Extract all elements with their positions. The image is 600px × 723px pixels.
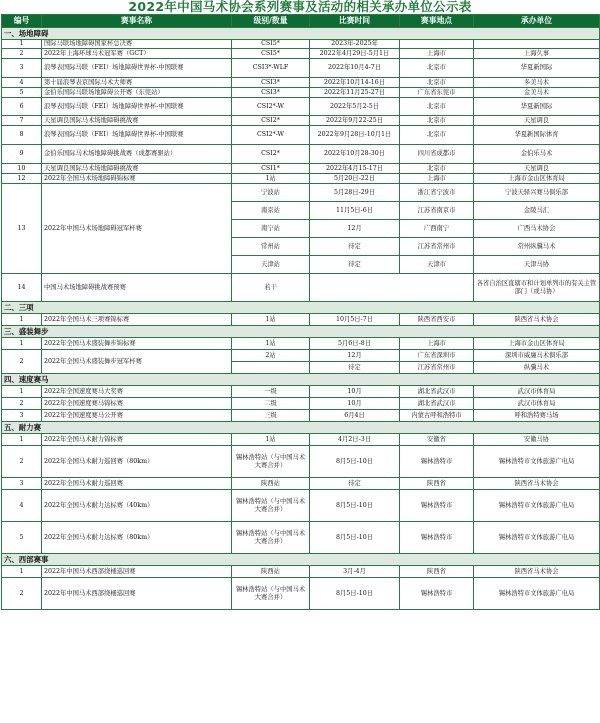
cell-org: 天星调良 [474, 116, 600, 126]
cell-level: CSI5* [232, 40, 310, 49]
cell-org: 广西马术协会 [474, 220, 600, 238]
cell-place: 湖北省武汉市 [400, 386, 474, 398]
cell-place: 北京市 [400, 164, 474, 174]
cell-time: 2022年10月4-7日 [310, 59, 400, 78]
header-row [2, 15, 600, 28]
section-title: 二、三项 [2, 302, 600, 314]
page-title: 2022年中国马术协会系列赛事及活动的相关承办单位公示表 [128, 0, 472, 14]
cell-event-name: 2022年全国马术盛装舞步锦标赛 [42, 338, 232, 350]
cell-place: 江苏省南京市 [400, 202, 474, 220]
cell-no: 2 [2, 350, 42, 374]
cell-place: 广东省深圳市 [400, 350, 474, 362]
cell-no: 2 [2, 49, 42, 59]
cell-event-name: 2022年全国马术耐力巡回赛（80km） [42, 446, 232, 478]
table-row [2, 566, 600, 578]
cell-place: 天津市 [400, 256, 474, 274]
table-body [2, 15, 600, 610]
table-row [2, 522, 600, 554]
cell-place: 北京市 [400, 98, 474, 116]
cell-no: 1 [2, 338, 42, 350]
cell-org: 武汉市体育局 [474, 386, 600, 398]
cell-org: 金伯乐马术 [474, 145, 600, 164]
cell-no: 10 [2, 164, 42, 174]
cell-time: 待定 [310, 362, 400, 374]
cell-level: 天津站 [232, 256, 310, 274]
cell-level: 宁波站 [232, 184, 310, 202]
cell-level: CSI3* [232, 88, 310, 98]
cell-no: 14 [2, 274, 42, 302]
header-place: 赛事地点 [400, 15, 474, 28]
section-header [2, 326, 600, 338]
table-row [2, 116, 600, 126]
cell-place: 锡林浩特市 [400, 446, 474, 478]
cell-time: 8月5日-10日 [310, 578, 400, 610]
cell-level: 锡林浩特站（与中国马术大赛合并） [232, 578, 310, 610]
cell-org: 陕西省马术协会 [474, 314, 600, 326]
cell-org: 武汉市体育局 [474, 398, 600, 410]
cell-time: 2022年4月15-17日 [310, 164, 400, 174]
cell-org: 上海久事 [474, 49, 600, 59]
cell-place: 内蒙古呼和浩特市 [400, 410, 474, 422]
cell-place: 上海市 [400, 338, 474, 350]
cell-time: 8月5日-10日 [310, 446, 400, 478]
cell-level: 锡林浩特站（与中国马术大赛合并） [232, 446, 310, 478]
cell-place: 湖北省武汉市 [400, 398, 474, 410]
cell-level: 锡林浩特站（与中国马术大赛合并） [232, 522, 310, 554]
cell-org: 上海市金山区体育局 [474, 338, 600, 350]
cell-level: CSI2* [232, 145, 310, 164]
cell-org: 上海市金山区体育局 [474, 174, 600, 184]
cell-no: 1 [2, 386, 42, 398]
cell-event-name: 中国马术场地障碍挑战赛预赛 [42, 274, 232, 302]
cell-event-name: 金伯乐国际马术场地障碍挑战赛（成都赛驱站） [42, 145, 232, 164]
cell-time: 待定 [310, 478, 400, 490]
cell-event-name: 国际马联场地障碍国家杯总决赛 [42, 40, 232, 49]
cell-event-name: 天星调良国际马术场地障碍挑战赛 [42, 116, 232, 126]
cell-level: 南京站 [232, 202, 310, 220]
table-row [2, 78, 600, 88]
table-row [2, 446, 600, 478]
cell-event-name: 2022年上海环球马术冠军赛（GCT） [42, 49, 232, 59]
cell-level: 二级 [232, 398, 310, 410]
cell-time: 3月-4月 [310, 566, 400, 578]
cell-time: 2023年-2025年 [310, 40, 400, 49]
table-row [2, 434, 600, 446]
cell-org: 宁波天驿兴赛马俱乐部 [474, 184, 600, 202]
cell-time: 5月20日-22日 [310, 174, 400, 184]
header-level: 级别/数量 [232, 15, 310, 28]
section-header [2, 554, 600, 566]
cell-place: 陕西省 [400, 478, 474, 490]
section-title: 四、速度赛马 [2, 374, 600, 386]
cell-no: 13 [2, 184, 42, 274]
cell-no: 9 [2, 145, 42, 164]
cell-org: 华夏新国际体育 [474, 126, 600, 145]
cell-org: 深圳市威廉马术俱乐部 [474, 350, 600, 362]
cell-time: 10月 [310, 398, 400, 410]
cell-place: 陕西省西安市 [400, 314, 474, 326]
cell-no: 3 [2, 59, 42, 78]
cell-level: 陕西站 [232, 478, 310, 490]
cell-org: 呼和浩特赛马场 [474, 410, 600, 422]
cell-org: 金美马术 [474, 88, 600, 98]
cell-level [232, 362, 310, 374]
cell-no: 1 [2, 434, 42, 446]
cell-event-name: 2022年全国马术耐力巡回赛 [42, 478, 232, 490]
cell-no: 1 [2, 40, 42, 49]
cell-level: 1站 [232, 174, 310, 184]
cell-event-name: 2022年中国马术西部绕桶巡回赛 [42, 578, 232, 610]
section-title: 一、场地障碍 [2, 28, 600, 40]
cell-org [474, 40, 600, 49]
cell-time: 8月5日-10日 [310, 490, 400, 522]
cell-level: 1站 [232, 314, 310, 326]
header-name: 赛事名称 [42, 15, 232, 28]
cell-place [400, 40, 474, 49]
cell-time: 4月2日-3日 [310, 434, 400, 446]
table-row [2, 478, 600, 490]
cell-event-name: 2022年全国速度赛马公开赛 [42, 410, 232, 422]
cell-place: 上海市 [400, 49, 474, 59]
cell-place: 锡林浩特市 [400, 522, 474, 554]
table-row [2, 490, 600, 522]
cell-place: 广东省东莞市 [400, 88, 474, 98]
cell-level: 一级 [232, 386, 310, 398]
cell-event-name: 2022年全国马术三项赛锦标赛 [42, 314, 232, 326]
cell-event-name: 2022年全国马术耐力达标赛（80km） [42, 522, 232, 554]
cell-level: CSI1* [232, 164, 310, 174]
cell-event-name: 浪琴表国际马联（FEI）场地障碍世界杯-中国联赛 [42, 98, 232, 116]
cell-time: 2022年9月28日-10月1日 [310, 126, 400, 145]
cell-level: 南宁站 [232, 220, 310, 238]
table-row [2, 314, 600, 326]
cell-time [310, 274, 474, 302]
table-row [2, 126, 600, 145]
cell-place: 江苏省常州市 [400, 362, 474, 374]
cell-org: 华夏新国际 [474, 59, 600, 78]
cell-level: 1站 [232, 338, 310, 350]
cell-org: 锡林浩特市文体旅游广电局 [474, 522, 600, 554]
cell-event-name: 2022年全国马术场地障碍锦标赛 [42, 174, 232, 184]
cell-org: 陕西省马术协会 [474, 478, 600, 490]
cell-event-name: 2022年中国马术西部绕桶巡回赛 [42, 566, 232, 578]
cell-event-name: 2022年中国马术场地障碍冠军杯赛 [42, 184, 232, 274]
cell-org: 天津马协 [474, 256, 600, 274]
cell-event-name: 浪琴表国际马联（FEI）场地障碍世界杯-中国联赛 [42, 59, 232, 78]
cell-place: 北京市 [400, 116, 474, 126]
table-row [2, 410, 600, 422]
table-row [2, 40, 600, 49]
cell-level: CSI3*-WLF [232, 59, 310, 78]
table-row [2, 145, 600, 164]
cell-level: 若干 [232, 274, 310, 302]
cell-level: CSI5* [232, 49, 310, 59]
table-row [2, 59, 600, 78]
section-header [2, 302, 600, 314]
cell-org: 安徽马协 [474, 434, 600, 446]
cell-time: 待定 [310, 256, 400, 274]
cell-org: 纵骥马术 [474, 362, 600, 374]
table-row [2, 274, 600, 302]
header-org: 承办单位 [474, 15, 600, 28]
cell-time: 10月5日-7日 [310, 314, 400, 326]
cell-place: 锡林浩特市 [400, 578, 474, 610]
cell-org: 各省自治区直辖市和计划单列市的有关主管部门（或马协） [474, 274, 600, 302]
cell-no: 3 [2, 410, 42, 422]
table-row [2, 49, 600, 59]
cell-time: 2022年10月28-30日 [310, 145, 400, 164]
cell-place: 北京市 [400, 126, 474, 145]
cell-org: 多美马术 [474, 78, 600, 88]
table-row [2, 578, 600, 610]
cell-org: 天星调良 [474, 164, 600, 174]
cell-event-name: 金伯乐国际马联场地障碍公开赛（东莞站） [42, 88, 232, 98]
cell-place: 上海市 [400, 174, 474, 184]
cell-no: 6 [2, 98, 42, 116]
cell-time: 2022年10月14-16日 [310, 78, 400, 88]
cell-place: 浙江省宁波市 [400, 184, 474, 202]
cell-time: 2022年11月25-27日 [310, 88, 400, 98]
cell-event-name: 2022年全国速度赛马大奖赛 [42, 386, 232, 398]
cell-time: 12月 [310, 220, 400, 238]
cell-place: 广西南宁 [400, 220, 474, 238]
cell-event-name: 2022年全国速度赛马锦标赛 [42, 398, 232, 410]
table-row [2, 184, 600, 202]
cell-time: 10月 [310, 386, 400, 398]
cell-no: 1 [2, 314, 42, 326]
cell-org: 常州纵骥马术 [474, 238, 600, 256]
cell-time: 5月6日-8日 [310, 338, 400, 350]
header-no: 编号 [2, 15, 42, 28]
events-table [1, 14, 600, 610]
cell-no: 5 [2, 522, 42, 554]
section-title: 六、西部赛事 [2, 554, 600, 566]
cell-place: 四川省成都市 [400, 145, 474, 164]
table-row [2, 174, 600, 184]
cell-no: 2 [2, 446, 42, 478]
cell-no: 2 [2, 578, 42, 610]
cell-event-name: 浪琴表国际马联（FEI）场地障碍世界杯-中国联赛 [42, 126, 232, 145]
cell-event-name: 2022年全国马术耐力锦标赛 [42, 434, 232, 446]
cell-place: 北京市 [400, 78, 474, 88]
cell-no: 3 [2, 478, 42, 490]
cell-place: 江苏省常州市 [400, 238, 474, 256]
cell-time: 待定 [310, 238, 400, 256]
cell-org: 锡林浩特市文体旅游广电局 [474, 578, 600, 610]
cell-no: 12 [2, 174, 42, 184]
cell-level: 2站 [232, 350, 310, 362]
cell-org: 锡林浩特市文体旅游广电局 [474, 490, 600, 522]
cell-time: 8月5日-10日 [310, 522, 400, 554]
table-row [2, 386, 600, 398]
cell-event-name: 第十届浪琴表京国际马术大师赛 [42, 78, 232, 88]
table-row [2, 98, 600, 116]
cell-event-name: 天星调良国际马术场地障碍挑战赛 [42, 164, 232, 174]
cell-time: 12月 [310, 350, 400, 362]
cell-no: 7 [2, 116, 42, 126]
table-row [2, 398, 600, 410]
cell-level: CSI2*-W [232, 126, 310, 145]
cell-time: 2022年9月22-25日 [310, 116, 400, 126]
cell-no: 8 [2, 126, 42, 145]
table-row [2, 350, 600, 362]
cell-level: 陕西站 [232, 566, 310, 578]
cell-level: CSI2* [232, 116, 310, 126]
section-title: 三、盛装舞步 [2, 326, 600, 338]
section-title: 五、耐力赛 [2, 422, 600, 434]
cell-event-name: 2022年全国马术盛装舞步冠军杯赛 [42, 350, 232, 374]
header-time: 比赛时间 [310, 15, 400, 28]
cell-org: 锡林浩特市文体旅游广电局 [474, 446, 600, 478]
cell-time: 2022年4月29日-5月1日 [310, 49, 400, 59]
cell-no: 1 [2, 566, 42, 578]
cell-org: 陕西省马术协会 [474, 566, 600, 578]
cell-level: 常州站 [232, 238, 310, 256]
cell-org: 华夏新国际 [474, 98, 600, 116]
section-header [2, 374, 600, 386]
table-row [2, 88, 600, 98]
cell-place: 陕西省 [400, 566, 474, 578]
cell-level: CSI2*-W [232, 98, 310, 116]
cell-time: 6月4日 [310, 410, 400, 422]
cell-event-name: 2022年全国马术耐力达标赛（40km） [42, 490, 232, 522]
cell-no: 4 [2, 490, 42, 522]
cell-level: 锡林浩特站（与中国马术大赛合并） [232, 490, 310, 522]
cell-level: 1站 [232, 434, 310, 446]
cell-no: 5 [2, 88, 42, 98]
cell-time: 5月28日-29日 [310, 184, 400, 202]
table-row [2, 164, 600, 174]
cell-time: 2022年5月2-5日 [310, 98, 400, 116]
table-row [2, 338, 600, 350]
cell-level: CSI3* [232, 78, 310, 88]
cell-org: 金陵马汇 [474, 202, 600, 220]
section-header [2, 422, 600, 434]
cell-place: 锡林浩特市 [400, 490, 474, 522]
cell-no: 2 [2, 398, 42, 410]
cell-place: 安徽省 [400, 434, 474, 446]
cell-no: 4 [2, 78, 42, 88]
cell-place: 北京市 [400, 59, 474, 78]
section-header [2, 28, 600, 40]
cell-level: 三级 [232, 410, 310, 422]
cell-time: 11月5日-6日 [310, 202, 400, 220]
